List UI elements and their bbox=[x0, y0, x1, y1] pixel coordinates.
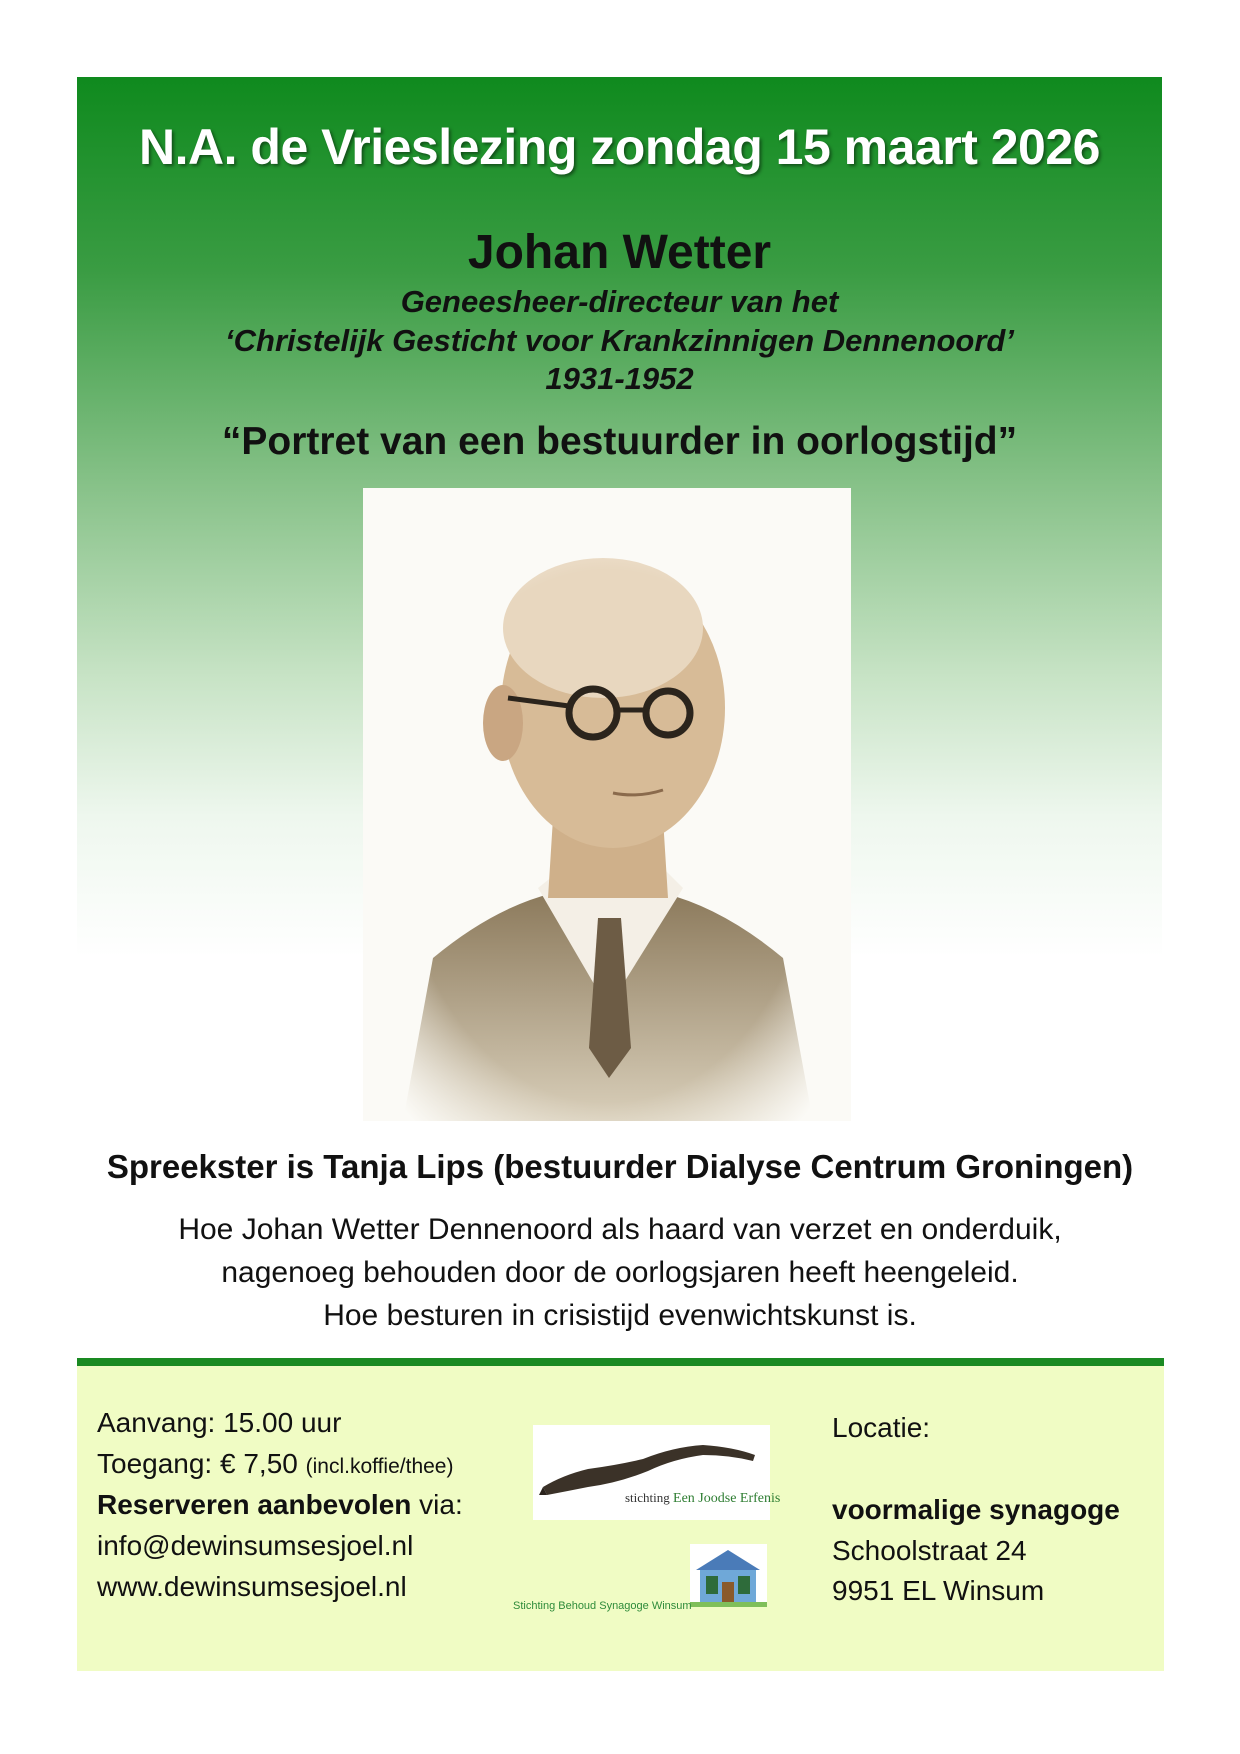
website-link[interactable]: www.dewinsumsesjoel.nl bbox=[97, 1571, 407, 1602]
reservation bbox=[97, 1489, 463, 1521]
admission-note: (incl.koffie/thee) bbox=[305, 1455, 454, 1478]
subject-role-line-2: ‘Christelijk Gesticht voor Krankzinnigen Dennenoord’ bbox=[225, 323, 1014, 358]
venue-city: 9951 EL Winsum bbox=[832, 1575, 1045, 1606]
speaker-line: Spreekster is Tanja Lips (bestuurder Dialyse Centrum Groningen) bbox=[106, 1148, 1134, 1185]
location-label: Locatie: bbox=[832, 1412, 931, 1443]
subject-years: 1931-1952 bbox=[545, 361, 694, 396]
section-divider bbox=[77, 1358, 1164, 1366]
admission bbox=[97, 1448, 453, 1480]
logo1-prefix: stichting bbox=[625, 1490, 670, 1505]
description-line-2: nagenoeg behouden door de oorlogsjaren heeft heengeleid. bbox=[221, 1256, 1019, 1289]
lecture-title: “Portret van een bestuurder in oorlogstijd” bbox=[221, 420, 1018, 463]
logo1-caption bbox=[625, 1490, 780, 1507]
venue-name: voormalige synagoge bbox=[832, 1494, 1120, 1525]
admission-price: Toegang: € 7,50 bbox=[97, 1448, 298, 1479]
contact-email[interactable]: info@dewinsumsesjoel.nl bbox=[97, 1530, 414, 1561]
synagogue-building-icon bbox=[690, 1544, 767, 1607]
event-title: N.A. de Vrieslezing zondag 15 maart 2026 bbox=[139, 119, 1100, 175]
subject-role-line-1: Geneesheer-directeur van het bbox=[400, 284, 839, 319]
logo1-name: Een Joodse Erfenis bbox=[673, 1491, 781, 1506]
venue-street: Schoolstraat 24 bbox=[832, 1535, 1027, 1566]
start-time: Aanvang: 15.00 uur bbox=[97, 1407, 342, 1438]
logo2-caption: Stichting Behoud Synagoge Winsum bbox=[513, 1600, 692, 1612]
description-line-1: Hoe Johan Wetter Dennenoord als haard van verzet en onderduik, bbox=[178, 1213, 1062, 1246]
portrait-photo bbox=[363, 488, 851, 1121]
reservation-label: Reserveren aanbevolen bbox=[97, 1489, 412, 1520]
subject-name: Johan Wetter bbox=[467, 226, 772, 279]
description-line-3: Hoe besturen in crisistijd evenwichtskunst is. bbox=[323, 1299, 917, 1332]
reservation-via: via: bbox=[411, 1489, 463, 1520]
synagogue-logo bbox=[690, 1544, 767, 1607]
